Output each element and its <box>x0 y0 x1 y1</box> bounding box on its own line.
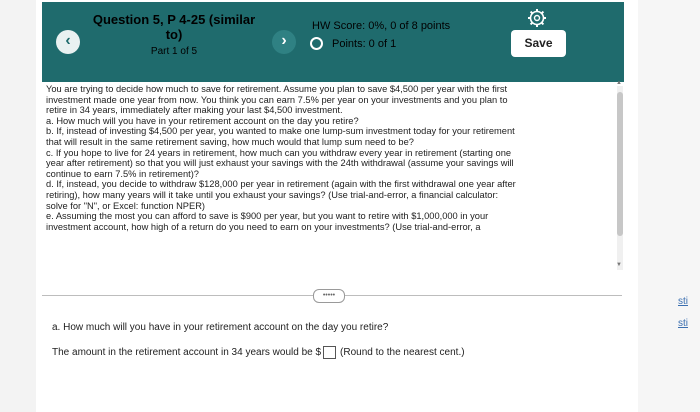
question-text <box>46 84 618 232</box>
save-button[interactable]: Save <box>511 30 566 57</box>
question-line: investment account, how high of a return do you need to earn on your investments? (Use trial-and-error, a <box>46 221 481 232</box>
points-row <box>310 37 396 50</box>
question-title: Question 5, P 4-25 (similar to) <box>92 12 256 42</box>
question-line: e. Assuming the most you can afford to save is $900 per year, but you want to retire with $1,000,000 in your <box>46 211 489 222</box>
question-line: c. If you hope to live for 24 years in retirement, how much can you withdraw every year in retirement (starting one <box>46 147 512 158</box>
answer-row <box>52 346 465 359</box>
part-indicator: Part 1 of 5 <box>150 46 198 57</box>
question-line: solve for "N", or Excel: function NPER) <box>46 200 206 211</box>
previous-question-button[interactable] <box>56 30 80 54</box>
chevron-left-icon: ‹ <box>65 32 71 49</box>
chevron-right-icon: › <box>281 32 287 49</box>
question-line: investment made one year from now. You think you can earn 7.5% per year on your investments and you plan to <box>46 94 508 105</box>
scrollbar-thumb[interactable] <box>617 92 623 236</box>
question-line: that will result in the same retirement saving, how much would that lump sum need to be? <box>46 136 414 147</box>
question-line: retire in 34 years, immediately after making your last $4,500 investment. <box>46 105 343 116</box>
expand-question-button[interactable]: ••••• <box>313 289 345 303</box>
left-margin <box>0 0 36 412</box>
side-link-2[interactable]: sti <box>678 318 688 329</box>
side-link-1[interactable]: sti <box>678 296 688 307</box>
question-line: b. If, instead of investing $4,500 per year, you wanted to make one lump-sum investment today for your retirement <box>46 126 515 137</box>
answer-hint: (Round to the nearest cent.) <box>340 347 465 358</box>
points-circle-icon <box>310 37 323 50</box>
question-line: You are trying to decide how much to save for retirement. Assume you plan to save $4,500 per year with the first <box>46 84 508 94</box>
answer-prefix: The amount in the retirement account in 34 years would be $ <box>52 347 322 358</box>
question-line: continue to earn 7.5% in retirement)? <box>46 168 199 179</box>
gear-icon[interactable] <box>527 8 547 28</box>
question-line: retiring), how many years will it take until you exhaust your savings? (Use trial-and-error, a financial calculator: <box>46 189 499 200</box>
hw-score: HW Score: 0%, 0 of 8 points <box>312 20 451 32</box>
question-line: year after retirement) so that you will just exhaust your savings with the 24th withdrawal (assume your savings will <box>46 158 514 169</box>
question-line: d. If, instead, you decide to withdraw $128,000 per year in retirement (again with the first withdrawal one year after <box>46 179 516 190</box>
answer-input[interactable] <box>323 346 336 359</box>
scroll-down-arrow-icon[interactable]: ▼ <box>616 262 622 268</box>
question-line: a. How much will you have in your retirement account on the day you retire? <box>46 115 359 126</box>
next-question-button[interactable] <box>272 30 296 54</box>
part-a-question: a. How much will you have in your retirement account on the day you retire? <box>52 322 389 333</box>
scroll-up-arrow-icon[interactable]: ▲ <box>616 80 622 86</box>
points-text: Points: 0 of 1 <box>332 37 397 50</box>
right-margin <box>638 0 700 412</box>
